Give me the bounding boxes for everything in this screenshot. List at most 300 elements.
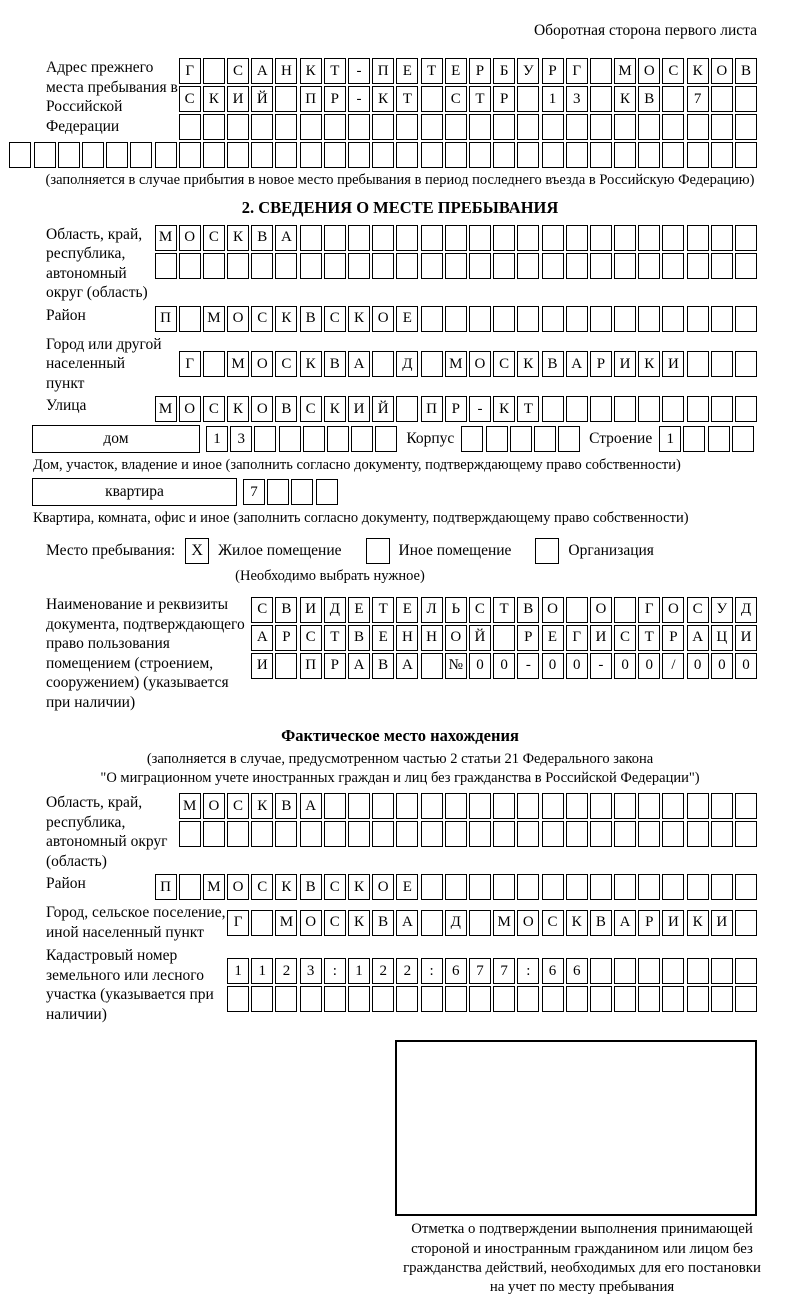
char-cell[interactable]: С xyxy=(687,597,709,623)
char-cell[interactable]: 2 xyxy=(396,958,418,984)
char-cell[interactable] xyxy=(275,86,297,112)
char-cell[interactable] xyxy=(614,793,636,819)
char-cell[interactable] xyxy=(227,253,249,279)
char-cell[interactable] xyxy=(517,874,539,900)
char-cell[interactable]: А xyxy=(687,625,709,651)
char-cell[interactable]: И xyxy=(711,910,733,936)
char-cell[interactable]: - xyxy=(348,86,370,112)
char-cell[interactable] xyxy=(662,86,684,112)
actual-region-char-row-1[interactable] xyxy=(179,793,757,819)
char-cell[interactable]: С xyxy=(251,597,273,623)
char-cell[interactable] xyxy=(421,986,443,1012)
char-cell[interactable] xyxy=(421,253,443,279)
char-cell[interactable]: 7 xyxy=(687,86,709,112)
char-cell[interactable]: О xyxy=(179,225,201,251)
char-cell[interactable]: Р xyxy=(590,351,612,377)
char-cell[interactable] xyxy=(517,793,539,819)
char-cell[interactable] xyxy=(469,874,491,900)
char-cell[interactable]: 1 xyxy=(206,426,228,452)
char-cell[interactable] xyxy=(542,986,564,1012)
char-cell[interactable] xyxy=(687,142,709,168)
char-cell[interactable] xyxy=(732,426,754,452)
char-cell[interactable]: К xyxy=(251,793,273,819)
char-cell[interactable]: 6 xyxy=(445,958,467,984)
char-cell[interactable]: К xyxy=(517,351,539,377)
char-cell[interactable]: Е xyxy=(396,58,418,84)
char-cell[interactable] xyxy=(396,142,418,168)
char-cell[interactable] xyxy=(687,958,709,984)
char-cell[interactable]: В xyxy=(300,306,322,332)
char-cell[interactable] xyxy=(687,306,709,332)
char-cell[interactable]: И xyxy=(251,653,273,679)
char-cell[interactable] xyxy=(275,253,297,279)
char-cell[interactable] xyxy=(275,986,297,1012)
cadastral-char-row-1[interactable] xyxy=(227,958,757,984)
char-cell[interactable] xyxy=(469,306,491,332)
char-cell[interactable]: Ь xyxy=(445,597,467,623)
char-cell[interactable]: 3 xyxy=(300,958,322,984)
char-cell[interactable]: В xyxy=(275,396,297,422)
char-cell[interactable] xyxy=(708,426,730,452)
char-cell[interactable]: С xyxy=(324,306,346,332)
char-cell[interactable] xyxy=(662,874,684,900)
char-cell[interactable]: С xyxy=(275,351,297,377)
char-cell[interactable] xyxy=(566,306,588,332)
char-cell[interactable]: К xyxy=(566,910,588,936)
organization-checkbox[interactable] xyxy=(535,538,559,564)
char-cell[interactable] xyxy=(614,142,636,168)
char-cell[interactable]: А xyxy=(275,225,297,251)
char-cell[interactable] xyxy=(662,958,684,984)
char-cell[interactable] xyxy=(179,874,201,900)
char-cell[interactable] xyxy=(517,253,539,279)
char-cell[interactable] xyxy=(662,793,684,819)
char-cell[interactable] xyxy=(348,225,370,251)
char-cell[interactable] xyxy=(590,306,612,332)
char-cell[interactable] xyxy=(348,253,370,279)
char-cell[interactable] xyxy=(445,142,467,168)
char-cell[interactable]: Е xyxy=(372,625,394,651)
char-cell[interactable] xyxy=(461,426,483,452)
char-cell[interactable] xyxy=(614,874,636,900)
stay-option-organization[interactable] xyxy=(535,538,664,564)
char-cell[interactable] xyxy=(687,821,709,847)
char-cell[interactable] xyxy=(130,142,152,168)
char-cell[interactable]: Г xyxy=(638,597,660,623)
char-cell[interactable] xyxy=(542,793,564,819)
char-cell[interactable] xyxy=(396,225,418,251)
char-cell[interactable]: О xyxy=(227,306,249,332)
char-cell[interactable]: С xyxy=(227,58,249,84)
char-cell[interactable]: 0 xyxy=(735,653,757,679)
char-cell[interactable] xyxy=(735,986,757,1012)
char-cell[interactable] xyxy=(300,821,322,847)
char-cell[interactable] xyxy=(155,253,177,279)
char-cell[interactable]: О xyxy=(445,625,467,651)
char-cell[interactable] xyxy=(421,874,443,900)
char-cell[interactable]: М xyxy=(155,396,177,422)
char-cell[interactable]: Т xyxy=(638,625,660,651)
document-char-row-2[interactable] xyxy=(251,625,757,651)
char-cell[interactable] xyxy=(179,306,201,332)
char-cell[interactable] xyxy=(542,114,564,140)
char-cell[interactable]: С xyxy=(614,625,636,651)
char-cell[interactable]: Р xyxy=(324,653,346,679)
char-cell[interactable] xyxy=(614,986,636,1012)
char-cell[interactable]: И xyxy=(300,597,322,623)
char-cell[interactable] xyxy=(348,986,370,1012)
char-cell[interactable] xyxy=(316,479,338,505)
char-cell[interactable] xyxy=(275,114,297,140)
char-cell[interactable]: А xyxy=(251,58,273,84)
char-cell[interactable] xyxy=(275,653,297,679)
char-cell[interactable] xyxy=(203,821,225,847)
char-cell[interactable] xyxy=(614,396,636,422)
char-cell[interactable] xyxy=(590,253,612,279)
char-cell[interactable]: Б xyxy=(493,58,515,84)
char-cell[interactable] xyxy=(493,874,515,900)
char-cell[interactable] xyxy=(638,253,660,279)
char-cell[interactable] xyxy=(687,351,709,377)
char-cell[interactable] xyxy=(300,986,322,1012)
char-cell[interactable] xyxy=(638,958,660,984)
char-cell[interactable]: 7 xyxy=(493,958,515,984)
cadastral-char-row-2[interactable] xyxy=(227,986,757,1012)
char-cell[interactable] xyxy=(375,426,397,452)
char-cell[interactable] xyxy=(590,396,612,422)
char-cell[interactable]: 7 xyxy=(243,479,265,505)
char-cell[interactable] xyxy=(421,114,443,140)
char-cell[interactable]: Р xyxy=(662,625,684,651)
char-cell[interactable] xyxy=(566,142,588,168)
char-cell[interactable] xyxy=(251,142,273,168)
district-char-row[interactable] xyxy=(155,306,758,332)
char-cell[interactable]: Й xyxy=(251,86,273,112)
char-cell[interactable]: В xyxy=(735,58,757,84)
char-cell[interactable]: М xyxy=(179,793,201,819)
char-cell[interactable] xyxy=(372,114,394,140)
char-cell[interactable]: С xyxy=(179,86,201,112)
char-cell[interactable] xyxy=(396,821,418,847)
char-cell[interactable] xyxy=(251,821,273,847)
char-cell[interactable] xyxy=(203,351,225,377)
char-cell[interactable]: М xyxy=(155,225,177,251)
char-cell[interactable] xyxy=(348,821,370,847)
char-cell[interactable]: / xyxy=(662,653,684,679)
char-cell[interactable]: 6 xyxy=(542,958,564,984)
char-cell[interactable] xyxy=(251,253,273,279)
char-cell[interactable] xyxy=(662,142,684,168)
char-cell[interactable] xyxy=(517,86,539,112)
char-cell[interactable]: С xyxy=(227,793,249,819)
char-cell[interactable] xyxy=(638,396,660,422)
char-cell[interactable] xyxy=(303,426,325,452)
char-cell[interactable] xyxy=(614,821,636,847)
char-cell[interactable] xyxy=(590,793,612,819)
char-cell[interactable]: Д xyxy=(735,597,757,623)
char-cell[interactable]: В xyxy=(251,225,273,251)
char-cell[interactable]: Д xyxy=(445,910,467,936)
other-premises-checkbox[interactable] xyxy=(366,538,390,564)
char-cell[interactable] xyxy=(711,396,733,422)
char-cell[interactable]: С xyxy=(542,910,564,936)
char-cell[interactable] xyxy=(735,142,757,168)
char-cell[interactable] xyxy=(155,142,177,168)
char-cell[interactable] xyxy=(251,910,273,936)
char-cell[interactable] xyxy=(711,225,733,251)
char-cell[interactable]: Т xyxy=(396,86,418,112)
char-cell[interactable] xyxy=(179,142,201,168)
char-cell[interactable]: 0 xyxy=(614,653,636,679)
char-cell[interactable] xyxy=(662,225,684,251)
char-cell[interactable] xyxy=(542,142,564,168)
char-cell[interactable]: 2 xyxy=(372,958,394,984)
char-cell[interactable] xyxy=(638,225,660,251)
char-cell[interactable] xyxy=(493,793,515,819)
char-cell[interactable] xyxy=(421,821,443,847)
char-cell[interactable]: С xyxy=(662,58,684,84)
char-cell[interactable]: Н xyxy=(396,625,418,651)
char-cell[interactable] xyxy=(735,86,757,112)
char-cell[interactable]: С xyxy=(300,625,322,651)
char-cell[interactable]: Г xyxy=(227,910,249,936)
char-cell[interactable] xyxy=(517,986,539,1012)
char-cell[interactable] xyxy=(735,874,757,900)
char-cell[interactable] xyxy=(348,793,370,819)
char-cell[interactable] xyxy=(711,986,733,1012)
city-char-row[interactable] xyxy=(179,351,757,377)
char-cell[interactable] xyxy=(300,253,322,279)
char-cell[interactable]: Р xyxy=(469,58,491,84)
char-cell[interactable]: П xyxy=(155,306,177,332)
char-cell[interactable] xyxy=(396,986,418,1012)
char-cell[interactable] xyxy=(566,986,588,1012)
char-cell[interactable] xyxy=(469,793,491,819)
char-cell[interactable]: Р xyxy=(542,58,564,84)
char-cell[interactable] xyxy=(445,821,467,847)
char-cell[interactable]: К xyxy=(348,910,370,936)
char-cell[interactable]: П xyxy=(421,396,443,422)
char-cell[interactable] xyxy=(534,426,556,452)
char-cell[interactable] xyxy=(486,426,508,452)
char-cell[interactable]: К xyxy=(348,306,370,332)
char-cell[interactable] xyxy=(517,821,539,847)
char-cell[interactable] xyxy=(421,86,443,112)
char-cell[interactable] xyxy=(735,351,757,377)
char-cell[interactable] xyxy=(662,306,684,332)
char-cell[interactable]: У xyxy=(517,58,539,84)
char-cell[interactable] xyxy=(469,142,491,168)
char-cell[interactable]: В xyxy=(372,910,394,936)
char-cell[interactable] xyxy=(445,874,467,900)
char-cell[interactable] xyxy=(687,874,709,900)
char-cell[interactable]: К xyxy=(348,874,370,900)
char-cell[interactable] xyxy=(662,114,684,140)
residential-checkbox[interactable]: X xyxy=(185,538,209,564)
char-cell[interactable] xyxy=(324,114,346,140)
char-cell[interactable] xyxy=(291,479,313,505)
char-cell[interactable] xyxy=(517,114,539,140)
char-cell[interactable]: О xyxy=(711,58,733,84)
char-cell[interactable] xyxy=(421,793,443,819)
char-cell[interactable]: О xyxy=(179,396,201,422)
char-cell[interactable] xyxy=(396,396,418,422)
char-cell[interactable] xyxy=(542,253,564,279)
char-cell[interactable]: М xyxy=(493,910,515,936)
char-cell[interactable] xyxy=(445,114,467,140)
char-cell[interactable]: 0 xyxy=(687,653,709,679)
char-cell[interactable] xyxy=(711,306,733,332)
char-cell[interactable]: И xyxy=(662,351,684,377)
char-cell[interactable]: Е xyxy=(396,874,418,900)
char-cell[interactable] xyxy=(421,306,443,332)
char-cell[interactable]: 0 xyxy=(566,653,588,679)
char-cell[interactable] xyxy=(711,958,733,984)
char-cell[interactable] xyxy=(300,225,322,251)
char-cell[interactable] xyxy=(372,225,394,251)
char-cell[interactable] xyxy=(348,114,370,140)
char-cell[interactable]: П xyxy=(155,874,177,900)
char-cell[interactable] xyxy=(179,114,201,140)
char-cell[interactable] xyxy=(203,58,225,84)
char-cell[interactable]: К xyxy=(638,351,660,377)
char-cell[interactable] xyxy=(493,306,515,332)
house-box[interactable]: дом xyxy=(32,425,200,453)
char-cell[interactable]: 6 xyxy=(566,958,588,984)
char-cell[interactable] xyxy=(324,986,346,1012)
char-cell[interactable] xyxy=(179,821,201,847)
char-cell[interactable]: Й xyxy=(469,625,491,651)
char-cell[interactable] xyxy=(517,306,539,332)
char-cell[interactable] xyxy=(735,910,757,936)
char-cell[interactable]: О xyxy=(662,597,684,623)
char-cell[interactable] xyxy=(566,225,588,251)
char-cell[interactable] xyxy=(735,958,757,984)
stay-option-residential[interactable] xyxy=(185,538,351,564)
char-cell[interactable] xyxy=(324,253,346,279)
char-cell[interactable] xyxy=(638,142,660,168)
char-cell[interactable] xyxy=(542,874,564,900)
char-cell[interactable] xyxy=(421,351,443,377)
char-cell[interactable]: Р xyxy=(638,910,660,936)
char-cell[interactable]: Р xyxy=(275,625,297,651)
char-cell[interactable] xyxy=(683,426,705,452)
char-cell[interactable] xyxy=(300,142,322,168)
char-cell[interactable] xyxy=(638,874,660,900)
char-cell[interactable]: О xyxy=(251,351,273,377)
region-char-row-2[interactable] xyxy=(155,253,758,279)
char-cell[interactable]: С xyxy=(324,910,346,936)
char-cell[interactable] xyxy=(279,426,301,452)
char-cell[interactable] xyxy=(687,253,709,279)
char-cell[interactable]: О xyxy=(590,597,612,623)
char-cell[interactable]: Т xyxy=(421,58,443,84)
char-cell[interactable]: К xyxy=(300,58,322,84)
char-cell[interactable]: С xyxy=(251,874,273,900)
char-cell[interactable]: 1 xyxy=(659,426,681,452)
char-cell[interactable]: В xyxy=(542,351,564,377)
char-cell[interactable]: С xyxy=(445,86,467,112)
char-cell[interactable]: Т xyxy=(324,625,346,651)
char-cell[interactable] xyxy=(203,142,225,168)
region-char-row-1[interactable] xyxy=(155,225,758,251)
char-cell[interactable]: Т xyxy=(469,86,491,112)
char-cell[interactable]: 7 xyxy=(469,958,491,984)
char-cell[interactable]: А xyxy=(396,653,418,679)
char-cell[interactable]: Т xyxy=(324,58,346,84)
prev-address-char-row-1[interactable] xyxy=(179,58,757,84)
char-cell[interactable] xyxy=(662,821,684,847)
char-cell[interactable]: У xyxy=(711,597,733,623)
char-cell[interactable] xyxy=(662,396,684,422)
char-cell[interactable]: А xyxy=(348,351,370,377)
document-char-row-3[interactable] xyxy=(251,653,757,679)
char-cell[interactable]: К xyxy=(493,396,515,422)
char-cell[interactable] xyxy=(179,253,201,279)
char-cell[interactable] xyxy=(372,986,394,1012)
char-cell[interactable] xyxy=(687,225,709,251)
char-cell[interactable] xyxy=(421,225,443,251)
char-cell[interactable] xyxy=(711,253,733,279)
char-cell[interactable] xyxy=(711,114,733,140)
char-cell[interactable]: М xyxy=(203,874,225,900)
char-cell[interactable]: В xyxy=(275,597,297,623)
char-cell[interactable]: О xyxy=(638,58,660,84)
char-cell[interactable] xyxy=(590,874,612,900)
char-cell[interactable]: А xyxy=(251,625,273,651)
actual-region-char-row-2[interactable] xyxy=(179,821,757,847)
char-cell[interactable] xyxy=(542,306,564,332)
char-cell[interactable] xyxy=(590,958,612,984)
char-cell[interactable] xyxy=(58,142,80,168)
char-cell[interactable]: Р xyxy=(324,86,346,112)
char-cell[interactable]: Л xyxy=(421,597,443,623)
char-cell[interactable] xyxy=(590,986,612,1012)
char-cell[interactable] xyxy=(372,253,394,279)
char-cell[interactable] xyxy=(493,114,515,140)
char-cell[interactable] xyxy=(566,874,588,900)
char-cell[interactable]: 2 xyxy=(275,958,297,984)
char-cell[interactable]: В xyxy=(348,625,370,651)
char-cell[interactable] xyxy=(566,793,588,819)
char-cell[interactable]: О xyxy=(517,910,539,936)
char-cell[interactable] xyxy=(251,114,273,140)
char-cell[interactable] xyxy=(324,142,346,168)
char-cell[interactable]: Р xyxy=(493,86,515,112)
char-cell[interactable] xyxy=(566,114,588,140)
char-cell[interactable] xyxy=(711,821,733,847)
char-cell[interactable]: П xyxy=(372,58,394,84)
char-cell[interactable] xyxy=(493,253,515,279)
char-cell[interactable] xyxy=(590,114,612,140)
char-cell[interactable]: № xyxy=(445,653,467,679)
char-cell[interactable] xyxy=(590,58,612,84)
char-cell[interactable] xyxy=(372,142,394,168)
char-cell[interactable]: Г xyxy=(566,58,588,84)
char-cell[interactable] xyxy=(687,396,709,422)
char-cell[interactable] xyxy=(106,142,128,168)
char-cell[interactable]: С xyxy=(324,874,346,900)
actual-district-char-row[interactable] xyxy=(155,874,758,900)
char-cell[interactable] xyxy=(445,253,467,279)
stroenie-char-row[interactable] xyxy=(659,426,754,452)
char-cell[interactable] xyxy=(566,821,588,847)
char-cell[interactable] xyxy=(203,114,225,140)
char-cell[interactable]: К xyxy=(614,86,636,112)
char-cell[interactable] xyxy=(396,253,418,279)
char-cell[interactable] xyxy=(445,225,467,251)
apartment-box[interactable]: квартира xyxy=(32,478,237,506)
